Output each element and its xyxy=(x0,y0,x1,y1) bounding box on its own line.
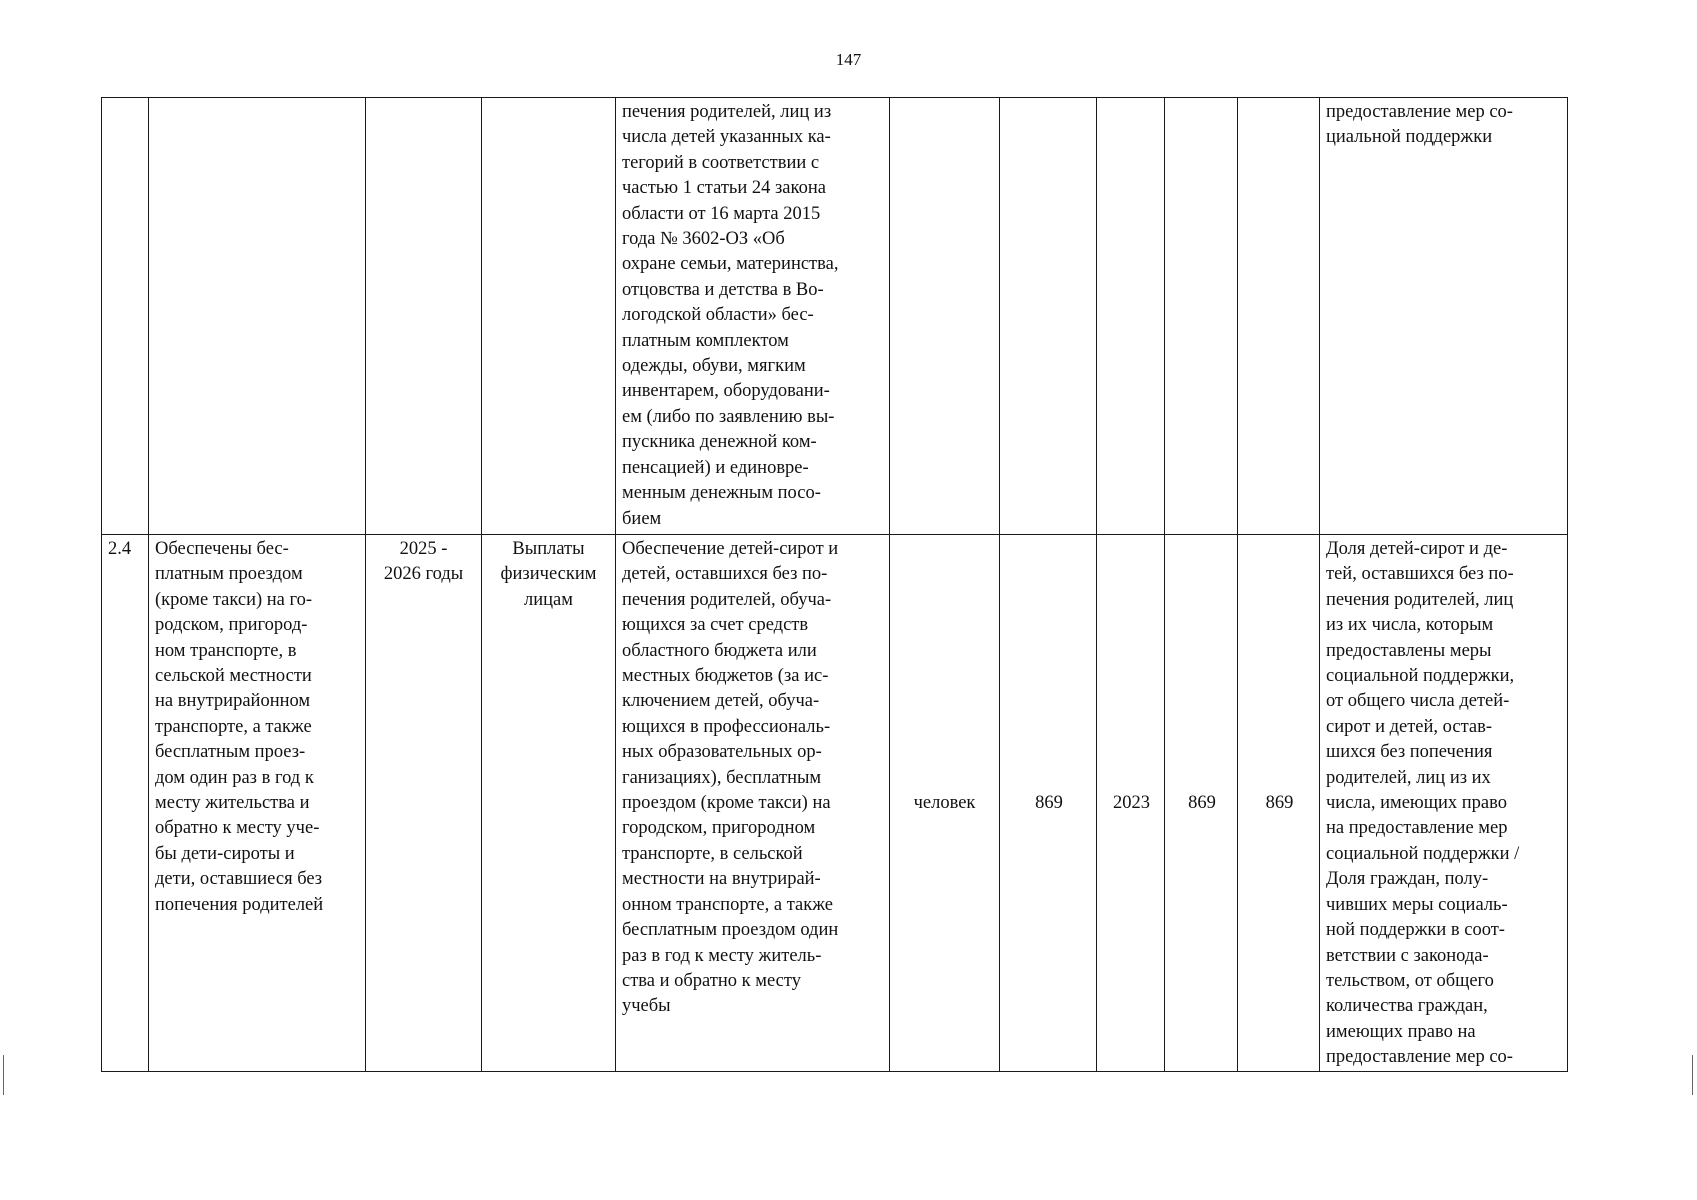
text-line: бесплатным проез- xyxy=(155,742,306,763)
text-line: из их числа, которым xyxy=(1326,615,1494,636)
text-line: сельской местности xyxy=(155,666,312,687)
text-line: циальной поддержки xyxy=(1326,127,1493,148)
text-line: на предоставление мер xyxy=(1326,818,1508,839)
type-text xyxy=(488,537,609,613)
cell-value-4 xyxy=(1238,98,1320,535)
text-line: городском, пригородном xyxy=(622,818,816,839)
text-line: одежды, обуви, мягким xyxy=(622,356,806,377)
text-line: имеющих право на xyxy=(1326,1021,1476,1042)
text-line: предоставление мер со- xyxy=(1326,1047,1513,1068)
text-line: ющихся за счет средств xyxy=(622,615,809,636)
text-line: года № 3602-ОЗ «Об xyxy=(622,229,785,250)
text-line: дом один раз в год к xyxy=(155,767,314,788)
text-line: ключением детей, обуча- xyxy=(622,691,820,712)
text-line: транспорте, в сельской xyxy=(622,843,803,864)
text-line: бесплатным проездом один xyxy=(622,920,839,941)
cell-result xyxy=(149,535,366,1072)
text-line: предоставлены меры xyxy=(1326,640,1492,661)
text-line: онном транспорте, а также xyxy=(622,894,833,915)
text-line: раз в год к месту житель- xyxy=(622,945,822,966)
result-text xyxy=(155,537,359,918)
text-line: ной поддержки в соот- xyxy=(1326,920,1505,941)
cell-period xyxy=(366,98,482,535)
text-line: печения родителей, лиц xyxy=(1326,589,1514,610)
text-line: охране семьи, материнства, xyxy=(622,254,839,275)
text-line: платным комплектом xyxy=(622,330,789,351)
cell-measure xyxy=(616,98,890,535)
cell-value-4: 869 xyxy=(1238,535,1320,1072)
text-line: местности на внутрирай- xyxy=(622,869,821,890)
cell-value-2: 2023 xyxy=(1097,535,1165,1072)
text-line: частью 1 статьи 24 закона xyxy=(622,178,826,199)
period-text xyxy=(372,537,475,588)
text-line: ганизациях), бесплатным xyxy=(622,767,822,788)
text-line: лицам xyxy=(524,589,573,610)
cell-period xyxy=(366,535,482,1072)
text-line: (кроме такси) на го- xyxy=(155,589,313,610)
text-line: ном транспорте, в xyxy=(155,640,297,661)
text-line: 2025 - xyxy=(399,539,448,559)
text-line: местных бюджетов (за ис- xyxy=(622,666,829,687)
text-line: дети, оставшиеся без xyxy=(155,869,323,890)
indicator-text xyxy=(1326,537,1561,1071)
cell-measure xyxy=(616,535,890,1072)
cell-unit xyxy=(890,98,1000,535)
scan-edge-mark-left xyxy=(3,1055,4,1095)
text-line: ных образовательных ор- xyxy=(622,742,822,763)
text-line: Обеспечены бес- xyxy=(155,539,289,559)
text-line: тей, оставшихся без по- xyxy=(1326,564,1514,585)
text-line: месту жительства и xyxy=(155,793,310,814)
text-line: социальной поддержки / xyxy=(1326,843,1520,864)
cell-unit: человек xyxy=(890,535,1000,1072)
measure-text xyxy=(622,537,883,1020)
text-line: транспорте, а также xyxy=(155,716,312,737)
text-line: Обеспечение детей-сирот и xyxy=(622,539,839,559)
text-line: Доля детей-сирот и де- xyxy=(1326,539,1508,559)
text-line: родском, пригород- xyxy=(155,615,308,636)
text-line: бы дети-сироты и xyxy=(155,843,295,864)
text-line: шихся без попечения xyxy=(1326,742,1493,763)
text-line: на внутрирайонном xyxy=(155,691,311,712)
text-line: области от 16 марта 2015 xyxy=(622,203,821,224)
text-line: числа детей указанных ка- xyxy=(622,127,831,148)
cell-number xyxy=(102,98,149,535)
text-line: ющихся в профессиональ- xyxy=(622,716,831,737)
text-line: 2026 годы xyxy=(383,564,464,585)
cell-value-3 xyxy=(1165,98,1238,535)
text-line: детей, оставшихся без по- xyxy=(622,564,828,585)
text-line: ветствии с законода- xyxy=(1326,945,1489,966)
text-line: сирот и детей, остав- xyxy=(1326,716,1493,737)
cell-result xyxy=(149,98,366,535)
text-line: тегорий в соответствии с xyxy=(622,152,820,173)
text-line: тельством, от общего xyxy=(1326,970,1494,991)
text-line: числа, имеющих право xyxy=(1326,793,1507,814)
text-line: печения родителей, лиц из xyxy=(622,102,832,122)
text-line: учебы xyxy=(622,996,671,1017)
cell-indicator xyxy=(1320,535,1568,1072)
cell-type xyxy=(482,535,616,1072)
cell-value-1: 869 xyxy=(1000,535,1097,1072)
cell-indicator xyxy=(1320,98,1568,535)
text-line: ства и обратно к месту xyxy=(622,970,801,991)
cell-value-2 xyxy=(1097,98,1165,535)
cell-number: 2.4 xyxy=(102,535,149,1072)
text-line: физическим xyxy=(500,564,597,585)
indicator-text xyxy=(1326,100,1561,151)
text-line: областного бюджета или xyxy=(622,640,817,661)
text-line: платным проездом xyxy=(155,564,303,585)
text-line: печения родителей, обуча- xyxy=(622,589,832,610)
page-number: 147 xyxy=(835,50,862,69)
text-line: количества граждан, xyxy=(1326,996,1488,1017)
text-line: социальной поддержки, xyxy=(1326,666,1515,687)
cell-type xyxy=(482,98,616,535)
cell-value-3: 869 xyxy=(1165,535,1238,1072)
cell-value-1 xyxy=(1000,98,1097,535)
text-line: чивших меры социаль- xyxy=(1326,894,1508,915)
text-line: пенсацией) и единовре- xyxy=(622,457,809,478)
text-line: проездом (кроме такси) на xyxy=(622,793,831,814)
text-line: родителей, лиц из их xyxy=(1326,767,1491,788)
text-line: Доля граждан, полу- xyxy=(1326,869,1489,890)
text-line: пускника денежной ком- xyxy=(622,432,817,453)
text-line: инвентарем, оборудовани- xyxy=(622,381,830,402)
scan-edge-mark-right xyxy=(1692,1055,1693,1095)
text-line: попечения родителей xyxy=(155,894,324,915)
table-row-2-4 xyxy=(102,535,1568,1072)
text-line: менным денежным посо- xyxy=(622,483,821,504)
text-line: отцовства и детства в Во- xyxy=(622,279,824,300)
measure-text xyxy=(622,100,883,532)
text-line: бием xyxy=(622,508,662,529)
text-line: логодской области» бес- xyxy=(622,305,814,326)
text-line: Выплаты xyxy=(512,539,585,559)
measures-table xyxy=(101,97,1568,1072)
text-line: обратно к месту уче- xyxy=(155,818,320,839)
table-row-continued xyxy=(102,98,1568,535)
text-line: ем (либо по заявлению вы- xyxy=(622,406,835,427)
text-line: от общего числа детей- xyxy=(1326,691,1510,712)
text-line: предоставление мер со- xyxy=(1326,102,1513,122)
